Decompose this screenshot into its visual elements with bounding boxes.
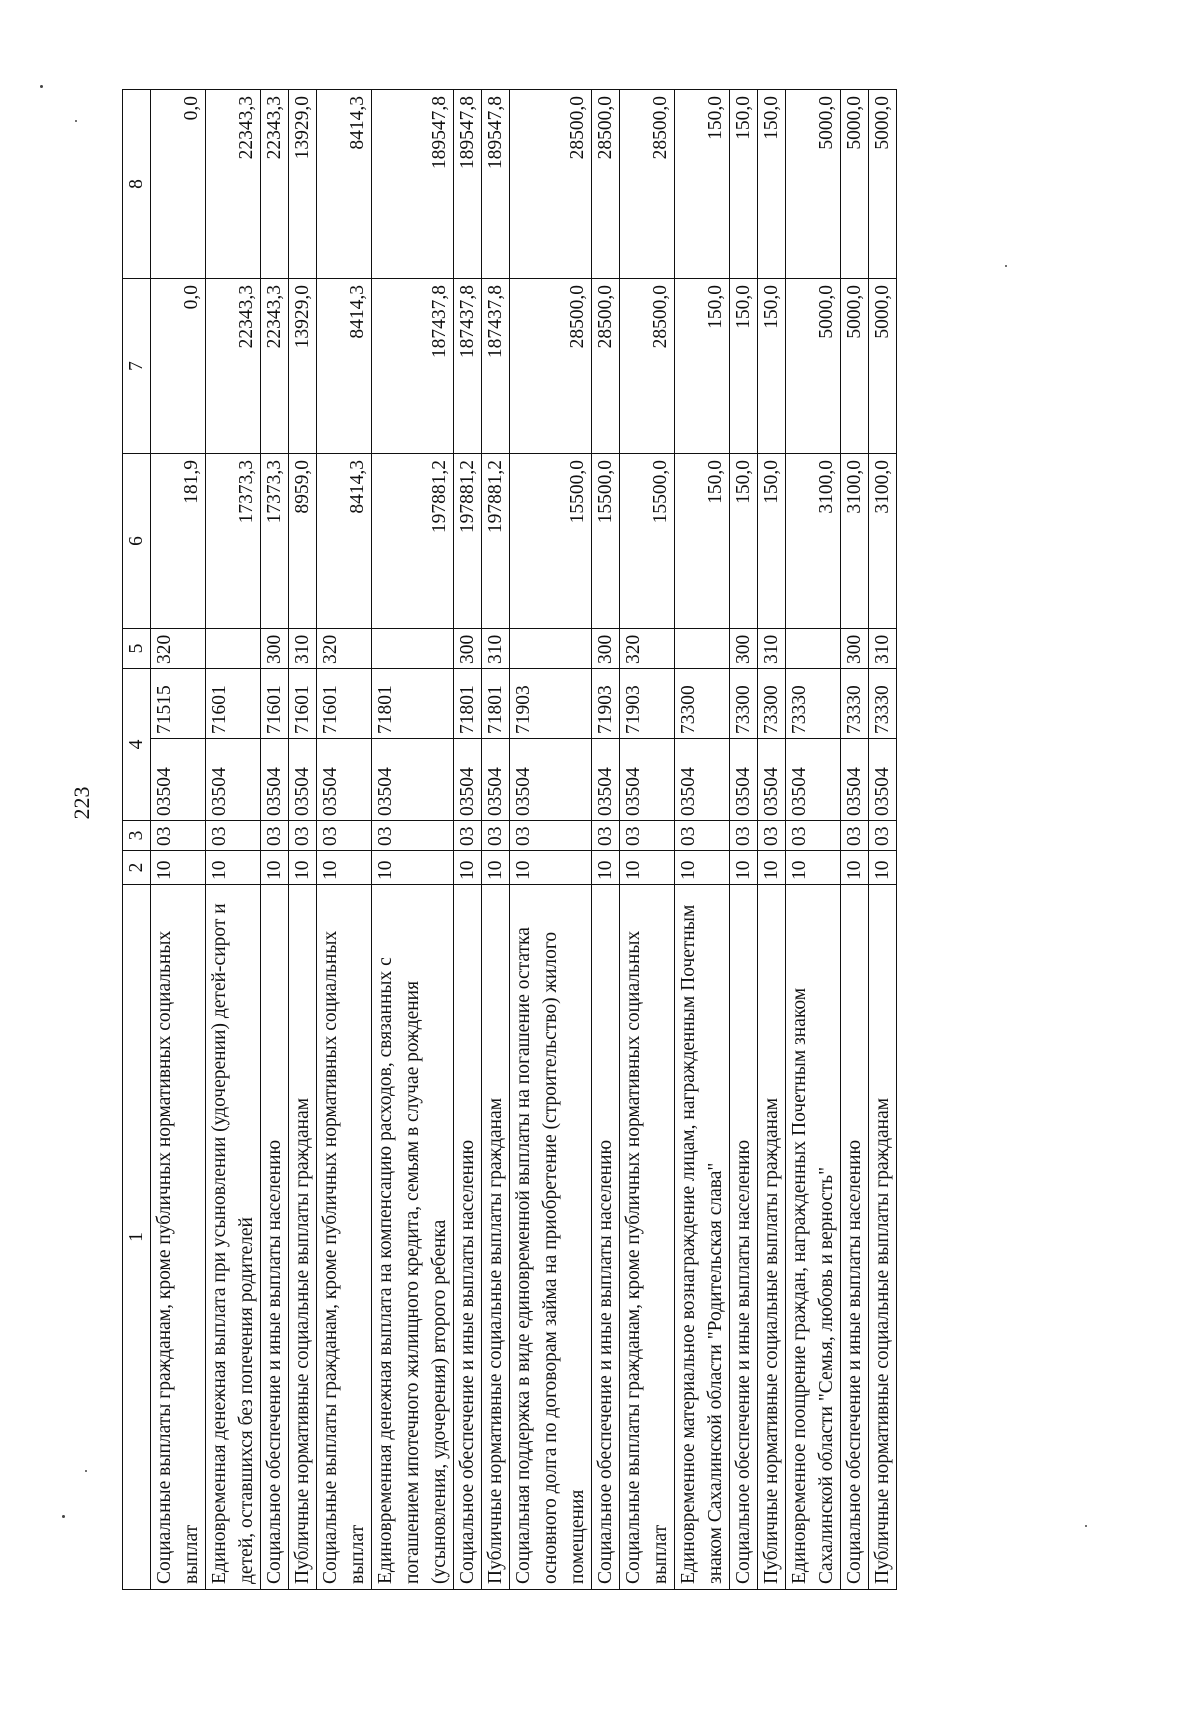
row-direction: 73300 — [730, 669, 758, 739]
row-value-8: 189547,8 — [454, 90, 482, 279]
row-program: 03504 — [869, 739, 897, 821]
row-value-7: 13929,0 — [289, 279, 317, 454]
row-name: Публичные нормативные социальные выплаты гражданам — [289, 885, 317, 1590]
row-value-6: 197881,2 — [482, 454, 510, 629]
row-subsection: 03 — [510, 821, 592, 851]
row-value-7: 5000,0 — [841, 279, 869, 454]
row-direction: 71601 — [317, 669, 372, 739]
row-value-7: 150,0 — [730, 279, 758, 454]
row-direction: 71903 — [510, 669, 592, 739]
table-row — [482, 90, 510, 1590]
row-value-8: 13929,0 — [289, 90, 317, 279]
row-value-7: 22343,3 — [206, 279, 261, 454]
row-name: Социальные выплаты гражданам, кроме публичных нормативных социальных выплат — [620, 885, 675, 1590]
table-row — [675, 90, 730, 1590]
row-name: Единовременная денежная выплата на компенсацию расходов, связанных с погашением ипотечного жилищного кредита, семьям в случае рождения (усыновления, удочерения) второго ребенка — [372, 885, 454, 1590]
row-value-8: 22343,3 — [206, 90, 261, 279]
row-program: 03504 — [675, 739, 730, 821]
row-value-6: 150,0 — [758, 454, 786, 629]
row-program: 03504 — [151, 739, 206, 821]
row-value-6: 197881,2 — [372, 454, 454, 629]
row-name: Социальная поддержка в виде единовременной выплаты на погашение остатка основного долга по договорам займа на приобретение (строительство) жилого помещения — [510, 885, 592, 1590]
scan-speck — [62, 1515, 65, 1518]
budget-table — [122, 89, 897, 1590]
row-value-8: 8414,3 — [317, 90, 372, 279]
row-value-7: 5000,0 — [786, 279, 841, 454]
row-name: Единовременное материальное вознаграждение лицам, награжденным Почетным знаком Сахалинской области "Родительская слава" — [675, 885, 730, 1590]
row-name: Публичные нормативные социальные выплаты гражданам — [758, 885, 786, 1590]
table-row — [620, 90, 675, 1590]
row-direction: 71601 — [261, 669, 289, 739]
row-subsection: 03 — [151, 821, 206, 851]
row-expense-type: 310 — [758, 629, 786, 669]
row-section: 10 — [841, 851, 869, 885]
row-section: 10 — [758, 851, 786, 885]
row-expense-type: 300 — [841, 629, 869, 669]
row-name: Социальное обеспечение и иные выплаты населению — [261, 885, 289, 1590]
table-row — [317, 90, 372, 1590]
row-direction: 73330 — [786, 669, 841, 739]
table-row — [869, 90, 897, 1590]
row-value-8: 0,0 — [151, 90, 206, 279]
row-value-7: 8414,3 — [317, 279, 372, 454]
table-row — [730, 90, 758, 1590]
header-col-4: 4 — [123, 669, 151, 821]
row-value-6: 17373,3 — [261, 454, 289, 629]
row-value-7: 5000,0 — [869, 279, 897, 454]
header-col-3: 3 — [123, 821, 151, 851]
row-value-6: 197881,2 — [454, 454, 482, 629]
row-expense-type — [510, 629, 592, 669]
row-value-6: 8414,3 — [317, 454, 372, 629]
row-direction: 71515 — [151, 669, 206, 739]
row-expense-type: 310 — [482, 629, 510, 669]
row-value-7: 0,0 — [151, 279, 206, 454]
row-section: 10 — [675, 851, 730, 885]
row-expense-type: 320 — [151, 629, 206, 669]
row-subsection: 03 — [869, 821, 897, 851]
row-program: 03504 — [206, 739, 261, 821]
table-row — [758, 90, 786, 1590]
row-value-8: 5000,0 — [841, 90, 869, 279]
header-col-7: 7 — [123, 279, 151, 454]
row-value-7: 28500,0 — [592, 279, 620, 454]
table-row — [786, 90, 841, 1590]
row-value-8: 28500,0 — [510, 90, 592, 279]
row-program: 03504 — [372, 739, 454, 821]
row-value-6: 3100,0 — [786, 454, 841, 629]
row-subsection: 03 — [730, 821, 758, 851]
row-expense-type — [206, 629, 261, 669]
row-value-7: 28500,0 — [510, 279, 592, 454]
row-value-7: 22343,3 — [261, 279, 289, 454]
row-program: 03504 — [289, 739, 317, 821]
row-value-8: 150,0 — [675, 90, 730, 279]
row-expense-type: 310 — [289, 629, 317, 669]
row-program: 03504 — [482, 739, 510, 821]
scan-speck — [85, 1470, 87, 1472]
row-direction: 71903 — [592, 669, 620, 739]
row-expense-type — [786, 629, 841, 669]
row-value-8: 150,0 — [758, 90, 786, 279]
row-subsection: 03 — [482, 821, 510, 851]
rotated-table-container — [122, 90, 1042, 1590]
row-section: 10 — [289, 851, 317, 885]
row-name: Единовременное поощрение граждан, награжденных Почетным знаком Сахалинской области "Семья, любовь и верность" — [786, 885, 841, 1590]
row-name: Социальное обеспечение и иные выплаты населению — [841, 885, 869, 1590]
row-section: 10 — [317, 851, 372, 885]
row-value-8: 5000,0 — [786, 90, 841, 279]
row-expense-type — [675, 629, 730, 669]
row-name: Социальные выплаты гражданам, кроме публичных нормативных социальных выплат — [317, 885, 372, 1590]
header-col-1: 1 — [123, 885, 151, 1590]
row-section: 10 — [482, 851, 510, 885]
row-value-8: 28500,0 — [592, 90, 620, 279]
row-value-8: 22343,3 — [261, 90, 289, 279]
row-value-8: 150,0 — [730, 90, 758, 279]
row-section: 10 — [510, 851, 592, 885]
table-row — [206, 90, 261, 1590]
row-value-6: 150,0 — [730, 454, 758, 629]
row-name: Социальное обеспечение и иные выплаты населению — [592, 885, 620, 1590]
row-section: 10 — [151, 851, 206, 885]
header-col-8: 8 — [123, 90, 151, 279]
row-value-6: 3100,0 — [869, 454, 897, 629]
row-value-8: 189547,8 — [372, 90, 454, 279]
row-section: 10 — [592, 851, 620, 885]
scan-speck — [1085, 1525, 1087, 1527]
row-direction: 73300 — [675, 669, 730, 739]
row-section: 10 — [786, 851, 841, 885]
row-program: 03504 — [841, 739, 869, 821]
row-program: 03504 — [261, 739, 289, 821]
row-name: Публичные нормативные социальные выплаты гражданам — [869, 885, 897, 1590]
row-subsection: 03 — [675, 821, 730, 851]
row-section: 10 — [869, 851, 897, 885]
row-program: 03504 — [730, 739, 758, 821]
row-value-6: 150,0 — [675, 454, 730, 629]
row-direction: 71601 — [289, 669, 317, 739]
row-subsection: 03 — [317, 821, 372, 851]
row-program: 03504 — [620, 739, 675, 821]
row-value-6: 15500,0 — [510, 454, 592, 629]
row-direction: 73330 — [869, 669, 897, 739]
table-row — [592, 90, 620, 1590]
header-col-5: 5 — [123, 629, 151, 669]
row-section: 10 — [454, 851, 482, 885]
header-col-2: 2 — [123, 851, 151, 885]
row-name: Социальные выплаты гражданам, кроме публичных нормативных социальных выплат — [151, 885, 206, 1590]
row-subsection: 03 — [786, 821, 841, 851]
table-row — [151, 90, 206, 1590]
table-row — [289, 90, 317, 1590]
row-subsection: 03 — [592, 821, 620, 851]
row-value-6: 3100,0 — [841, 454, 869, 629]
row-subsection: 03 — [454, 821, 482, 851]
row-expense-type: 320 — [317, 629, 372, 669]
row-name: Публичные нормативные социальные выплаты гражданам — [482, 885, 510, 1590]
row-name: Социальное обеспечение и иные выплаты населению — [454, 885, 482, 1590]
scan-speck — [1005, 265, 1007, 267]
row-value-8: 189547,8 — [482, 90, 510, 279]
table-row — [261, 90, 289, 1590]
row-program: 03504 — [786, 739, 841, 821]
row-expense-type: 320 — [620, 629, 675, 669]
table-row — [454, 90, 482, 1590]
row-value-6: 15500,0 — [620, 454, 675, 629]
row-direction: 71801 — [482, 669, 510, 739]
row-program: 03504 — [317, 739, 372, 821]
row-value-7: 187437,8 — [454, 279, 482, 454]
row-section: 10 — [206, 851, 261, 885]
table-row — [510, 90, 592, 1590]
table-row — [841, 90, 869, 1590]
row-expense-type: 310 — [869, 629, 897, 669]
header-col-6: 6 — [123, 454, 151, 629]
row-subsection: 03 — [620, 821, 675, 851]
row-value-7: 150,0 — [675, 279, 730, 454]
row-subsection: 03 — [841, 821, 869, 851]
row-section: 10 — [261, 851, 289, 885]
row-expense-type — [372, 629, 454, 669]
row-expense-type: 300 — [261, 629, 289, 669]
table-body — [151, 90, 897, 1590]
row-name: Социальное обеспечение и иные выплаты населению — [730, 885, 758, 1590]
row-subsection: 03 — [289, 821, 317, 851]
row-expense-type: 300 — [730, 629, 758, 669]
scan-speck — [75, 120, 77, 122]
row-value-8: 28500,0 — [620, 90, 675, 279]
row-section: 10 — [372, 851, 454, 885]
row-subsection: 03 — [758, 821, 786, 851]
row-name: Единовременная денежная выплата при усыновлении (удочерении) детей-сирот и детей, оставшихся без попечения родителей — [206, 885, 261, 1590]
row-direction: 71801 — [454, 669, 482, 739]
row-section: 10 — [620, 851, 675, 885]
row-value-7: 187437,8 — [482, 279, 510, 454]
row-section: 10 — [730, 851, 758, 885]
row-value-6: 181,9 — [151, 454, 206, 629]
row-subsection: 03 — [261, 821, 289, 851]
row-subsection: 03 — [372, 821, 454, 851]
row-direction: 71903 — [620, 669, 675, 739]
row-program: 03504 — [758, 739, 786, 821]
row-direction: 71601 — [206, 669, 261, 739]
row-direction: 71801 — [372, 669, 454, 739]
scan-speck — [40, 85, 43, 88]
row-value-6: 17373,3 — [206, 454, 261, 629]
row-direction: 73300 — [758, 669, 786, 739]
row-value-7: 187437,8 — [372, 279, 454, 454]
row-program: 03504 — [454, 739, 482, 821]
row-expense-type: 300 — [592, 629, 620, 669]
row-direction: 73330 — [841, 669, 869, 739]
page-number: 223 — [69, 786, 94, 820]
row-subsection: 03 — [206, 821, 261, 851]
row-value-6: 15500,0 — [592, 454, 620, 629]
row-value-7: 28500,0 — [620, 279, 675, 454]
row-value-7: 150,0 — [758, 279, 786, 454]
row-expense-type: 300 — [454, 629, 482, 669]
row-program: 03504 — [592, 739, 620, 821]
table-row — [372, 90, 454, 1590]
row-value-6: 8959,0 — [289, 454, 317, 629]
row-program: 03504 — [510, 739, 592, 821]
column-number-row — [123, 90, 151, 1590]
row-value-8: 5000,0 — [869, 90, 897, 279]
